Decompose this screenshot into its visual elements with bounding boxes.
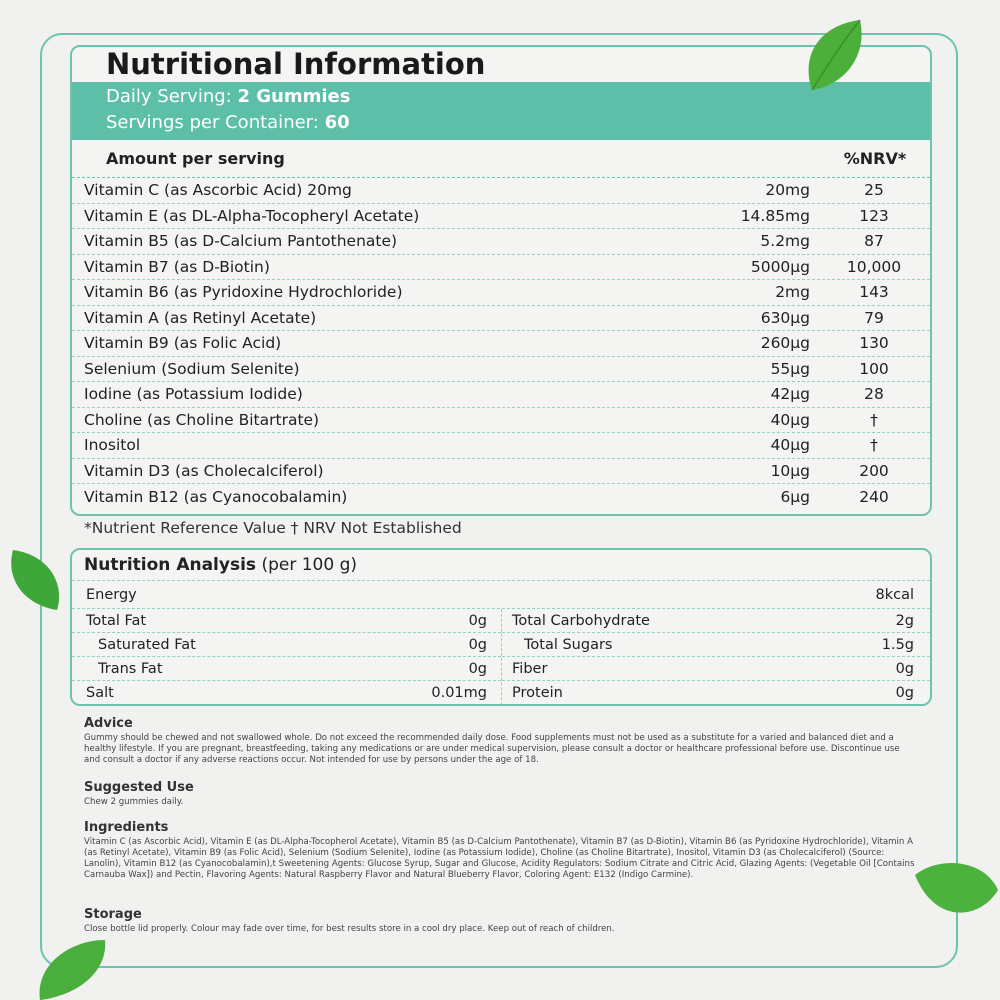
nutrient-nrv: 240 bbox=[859, 487, 889, 506]
storage-text: Close bottle lid properly. Colour may fade over time, for best results store in a cool dry place. Keep out of reach of children. bbox=[84, 924, 615, 934]
nutrient-amount: 14.85mg bbox=[740, 206, 810, 225]
nutrient-name: Vitamin D3 (as Cholecalciferol) bbox=[84, 461, 324, 480]
suggested-use-text: Chew 2 gummies daily. bbox=[84, 797, 184, 807]
storage-heading: Storage bbox=[84, 907, 142, 922]
nutrient-nrv: 100 bbox=[859, 359, 889, 378]
nrv-header: %NRV* bbox=[843, 149, 907, 168]
analysis-value: 2g bbox=[895, 612, 914, 629]
analysis-value: 0g bbox=[468, 660, 487, 677]
analysis-row bbox=[502, 609, 930, 633]
analysis-label: Total Sugars bbox=[524, 636, 613, 653]
energy-row bbox=[72, 581, 930, 609]
nutrient-amount: 6µg bbox=[780, 487, 810, 506]
analysis-label: Protein bbox=[512, 685, 563, 701]
analysis-row bbox=[502, 657, 930, 681]
ingredients-text: Vitamin C (as Ascorbic Acid), Vitamin E (as DL-Alpha-Tocopherol Acetate), Vitamin B5 (as D-Calcium Pantothenate), Vitamin B7 (as D-Biotin), Vitamin B6 (as Pyridoxine Hydrochloride), Vitamin A (as Retinyl Acetate), Vitamin B9 (as Folic Acid), Selenium (Sodium Selenite), Iodine (as Potassium Iodide), Choline (as Choline Bitartrate), Inositol, Vitamin D3 (as Cholecalciferol) (Source: Lanolin), Vitamin B12 (as Cyanocobalamin),t Sweetening Agents: Glucose Syrup, Sugar and Glucose, Acidity Regulators: Sodium Citrate and Citric Acid, Glazing Agents: (Vegetable Oil [Contains Carnauba Wax]) and Pectin, Flavoring Agents: Natural Raspberry Flavor and Natural Blueberry Flavor, Coloring Agent: E132 (Indigo Carmine). bbox=[84, 837, 915, 880]
analysis-label: Saturated Fat bbox=[98, 636, 196, 653]
ingredients-heading: Ingredients bbox=[84, 820, 169, 835]
nutrient-amount: 630µg bbox=[760, 308, 810, 327]
nutrient-nrv: 123 bbox=[859, 206, 889, 225]
table-row bbox=[72, 306, 930, 332]
nutrient-amount: 40µg bbox=[770, 436, 810, 455]
nutrient-name: Vitamin B6 (as Pyridoxine Hydrochloride) bbox=[84, 283, 403, 302]
analysis-label: Total Fat bbox=[86, 612, 147, 629]
analysis-label: Fiber bbox=[512, 660, 548, 677]
analysis-right-column bbox=[501, 609, 930, 705]
analysis-row bbox=[72, 609, 501, 633]
nutrient-nrv: 87 bbox=[864, 232, 884, 251]
analysis-row bbox=[72, 657, 501, 681]
analysis-label: Salt bbox=[86, 685, 114, 701]
table-row bbox=[72, 459, 930, 485]
table-row bbox=[72, 433, 930, 459]
leaf-icon bbox=[800, 15, 870, 95]
table-row bbox=[72, 229, 930, 255]
analysis-row bbox=[72, 681, 501, 705]
analysis-title bbox=[72, 550, 930, 581]
ingredients-section bbox=[84, 820, 916, 881]
nutrient-nrv: 25 bbox=[864, 181, 884, 200]
analysis-label: Trans Fat bbox=[98, 660, 163, 677]
nutrient-amount: 40µg bbox=[770, 410, 810, 429]
nutrient-name: Vitamin A (as Retinyl Acetate) bbox=[84, 308, 317, 327]
storage-section bbox=[84, 907, 916, 935]
nutrient-name: Vitamin B12 (as Cyanocobalamin) bbox=[84, 487, 348, 506]
nutrient-rows bbox=[72, 178, 930, 510]
table-row bbox=[72, 357, 930, 383]
nutrient-amount: 55µg bbox=[770, 359, 810, 378]
nutrient-nrv: 10,000 bbox=[846, 257, 902, 276]
daily-serving-value: 2 Gummies bbox=[237, 86, 351, 107]
nutrient-name: Inositol bbox=[84, 436, 141, 455]
table-row bbox=[72, 178, 930, 204]
nutrient-amount: 5.2mg bbox=[760, 232, 810, 251]
energy-value: 8kcal bbox=[875, 586, 914, 603]
suggested-use-heading: Suggested Use bbox=[84, 780, 194, 795]
nutrient-nrv: 79 bbox=[864, 308, 884, 327]
nutrient-amount: 5000µg bbox=[750, 257, 810, 276]
servings-per-container-value: 60 bbox=[324, 112, 350, 133]
nutrient-amount: 260µg bbox=[760, 334, 810, 353]
analysis-title-text: Nutrition Analysis bbox=[84, 555, 257, 575]
nutrient-name: Choline (as Choline Bitartrate) bbox=[84, 410, 320, 429]
analysis-subtitle: (per 100 g) bbox=[261, 555, 357, 575]
nutrient-nrv: 28 bbox=[864, 385, 884, 404]
nutrient-name: Vitamin B9 (as Folic Acid) bbox=[84, 334, 282, 353]
nutrient-nrv: † bbox=[870, 436, 878, 455]
nutrient-name: Vitamin E (as DL-Alpha-Tocopheryl Acetate) bbox=[84, 206, 420, 225]
table-row bbox=[72, 280, 930, 306]
nutrient-name: Iodine (as Potassium Iodide) bbox=[84, 385, 303, 404]
nutrient-name: Selenium (Sodium Selenite) bbox=[84, 359, 300, 378]
analysis-label: Total Carbohydrate bbox=[512, 612, 650, 629]
nutrient-amount: 42µg bbox=[770, 385, 810, 404]
nutrient-amount: 10µg bbox=[770, 461, 810, 480]
analysis-left-column bbox=[72, 609, 501, 705]
table-row bbox=[72, 408, 930, 434]
analysis-row bbox=[502, 681, 930, 705]
table-header bbox=[72, 140, 930, 178]
nutrition-analysis-panel bbox=[70, 548, 932, 706]
nutrient-name: Vitamin B7 (as D-Biotin) bbox=[84, 257, 270, 276]
footnote: *Nutrient Reference Value † NRV Not Established bbox=[84, 519, 462, 537]
advice-section bbox=[84, 716, 916, 766]
table-row bbox=[72, 484, 930, 510]
analysis-value: 0g bbox=[895, 660, 914, 677]
nutrient-amount: 2mg bbox=[775, 283, 810, 302]
analysis-value: 0.01mg bbox=[431, 685, 487, 701]
nutrient-amount: 20mg bbox=[765, 181, 810, 200]
analysis-row bbox=[72, 633, 501, 657]
nutrient-name: Vitamin B5 (as D-Calcium Pantothenate) bbox=[84, 232, 398, 251]
table-row bbox=[72, 331, 930, 357]
leaf-icon bbox=[910, 855, 1000, 930]
page-title: Nutritional Information bbox=[106, 47, 486, 81]
leaf-icon bbox=[5, 545, 65, 615]
advice-text: Gummy should be chewed and not swallowed whole. Do not exceed the recommended daily dose. Food supplements must not be used as a substitute for a varied and balanced diet and a healthy lifestyle. If you are pregnant, breastfeeding, taking any medications or are under medical supervision, please consult a doctor or healthcare professional before use. Discontinue use and consult a doctor if any adverse reactions occur. Not intended for use by persons under the age of 18. bbox=[84, 733, 900, 765]
nutrient-nrv: 130 bbox=[859, 334, 889, 353]
table-row bbox=[72, 204, 930, 230]
table-row bbox=[72, 382, 930, 408]
energy-label: Energy bbox=[86, 586, 137, 603]
nutrition-facts-panel bbox=[70, 45, 932, 516]
daily-serving-label: Daily Serving: bbox=[106, 86, 232, 107]
advice-heading: Advice bbox=[84, 716, 133, 731]
suggested-use-section bbox=[84, 780, 916, 808]
analysis-value: 0g bbox=[468, 612, 487, 629]
nutrient-nrv: 200 bbox=[859, 461, 889, 480]
nutrient-name: Vitamin C (as Ascorbic Acid) 20mg bbox=[84, 181, 352, 200]
analysis-row bbox=[502, 633, 930, 657]
servings-per-container-label: Servings per Container: bbox=[106, 112, 319, 133]
amount-header: Amount per serving bbox=[106, 149, 285, 168]
leaf-icon bbox=[30, 935, 110, 1000]
analysis-value: 1.5g bbox=[881, 636, 914, 653]
analysis-value: 0g bbox=[468, 636, 487, 653]
nutrient-nrv: 143 bbox=[859, 283, 889, 302]
table-row bbox=[72, 255, 930, 281]
analysis-value: 0g bbox=[895, 685, 914, 701]
nutrient-nrv: † bbox=[870, 410, 878, 429]
